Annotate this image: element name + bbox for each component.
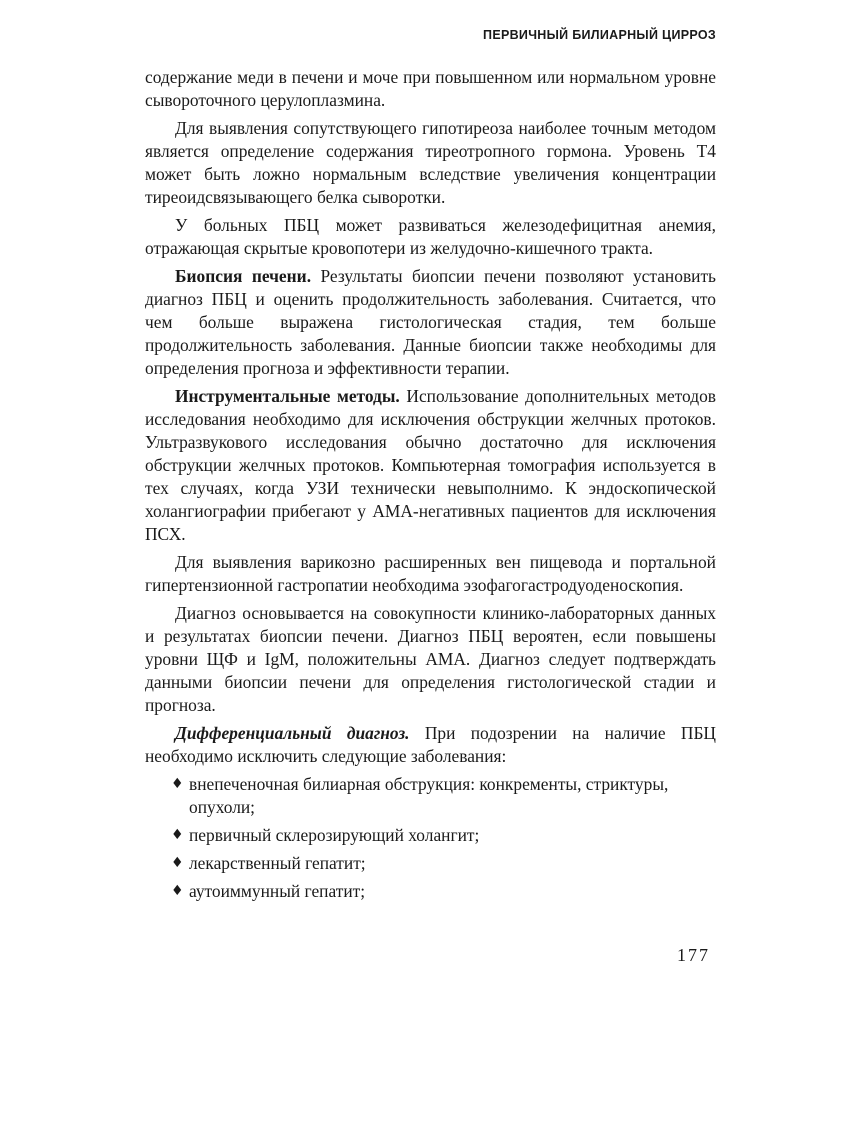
page-number: 177 (677, 945, 710, 965)
list-item-text: лекарственный гепатит; (189, 853, 366, 873)
diamond-bullet-icon: ♦ (171, 855, 184, 871)
list-item-text: аутоиммунный гепатит; (189, 881, 366, 901)
paragraph-text: При подозрении на наличие ПБЦ необходимо исключить следующие заболевания: (145, 723, 716, 766)
paragraph-text: Использование дополнительных методов исследования необходимо для исключения обструкции желчных протоков. Ультразвукового исследования обычно достаточно для исключения обструкции желчных протоков. Компьютерная томография используется в тех случаях, когда УЗИ технически невыполнимо. К эндоскопической холангиографии прибегают у АМА-негативных пациентов для исключения ПСХ. (145, 386, 716, 544)
list-item (145, 852, 716, 875)
paragraph: У больных ПБЦ может развиваться железодефицитная анемия, отражающая скрытые кровопотери из желудочно-кишечного тракта. (145, 215, 716, 258)
diamond-bullet-icon: ♦ (171, 776, 184, 792)
paragraph-instrumental-methods (145, 385, 716, 546)
paragraph-lead: Дифференциальный диагноз. (175, 723, 410, 743)
paragraph-differential-diagnosis (145, 722, 716, 768)
paragraph-text: Результаты биопсии печени позволяют установить диагноз ПБЦ и оценить продолжительность заболевания. Считается, что чем больше выражена гистологическая стадия, тем больше продолжительность заболевания. Данные биопсии также необходимы для определения прогноза и эффективности терапии. (145, 266, 716, 378)
list-item-text: внепеченочная билиарная обструкция: конкременты, стриктуры, опухоли; (189, 774, 669, 817)
running-header: ПЕРВИЧНЫЙ БИЛИАРНЫЙ ЦИРРОЗ (483, 28, 716, 42)
list-item (145, 773, 716, 819)
bullet-list (145, 773, 716, 903)
paragraph: содержание меди в печени и моче при повышенном или нормальном уровне сывороточного церулоплазмина. (145, 67, 716, 110)
paragraph: Диагноз основывается на совокупности клинико-лабораторных данных и результатах биопсии печени. Диагноз ПБЦ вероятен, если повышены уровни ЩФ и IgM, положительны АМА. Диагноз следует подтверждать данными биопсии печени для определения гистологической стадии и прогноза. (145, 603, 716, 715)
paragraph-liver-biopsy (145, 265, 716, 380)
list-item (145, 824, 716, 847)
paragraph: Для выявления варикозно расширенных вен пищевода и портальной гипертензионной гастропатии необходима эзофагогастродуоденоскопия. (145, 552, 716, 595)
paragraph-lead: Биопсия печени. (175, 266, 312, 286)
list-item-text: первичный склерозирующий холангит; (189, 825, 480, 845)
diamond-bullet-icon: ♦ (171, 883, 184, 899)
paragraph-lead: Инструментальные методы. (175, 386, 400, 406)
paragraph: Для выявления сопутствующего гипотиреоза наиболее точным методом является определение содержания тиреотропного гормона. Уровень Т4 может быть ложно нормальным вследствие увеличения концентрации тиреоидсвязывающего белка сыворотки. (145, 118, 716, 207)
body-text (145, 66, 716, 908)
diamond-bullet-icon: ♦ (171, 827, 184, 843)
list-item (145, 880, 716, 903)
